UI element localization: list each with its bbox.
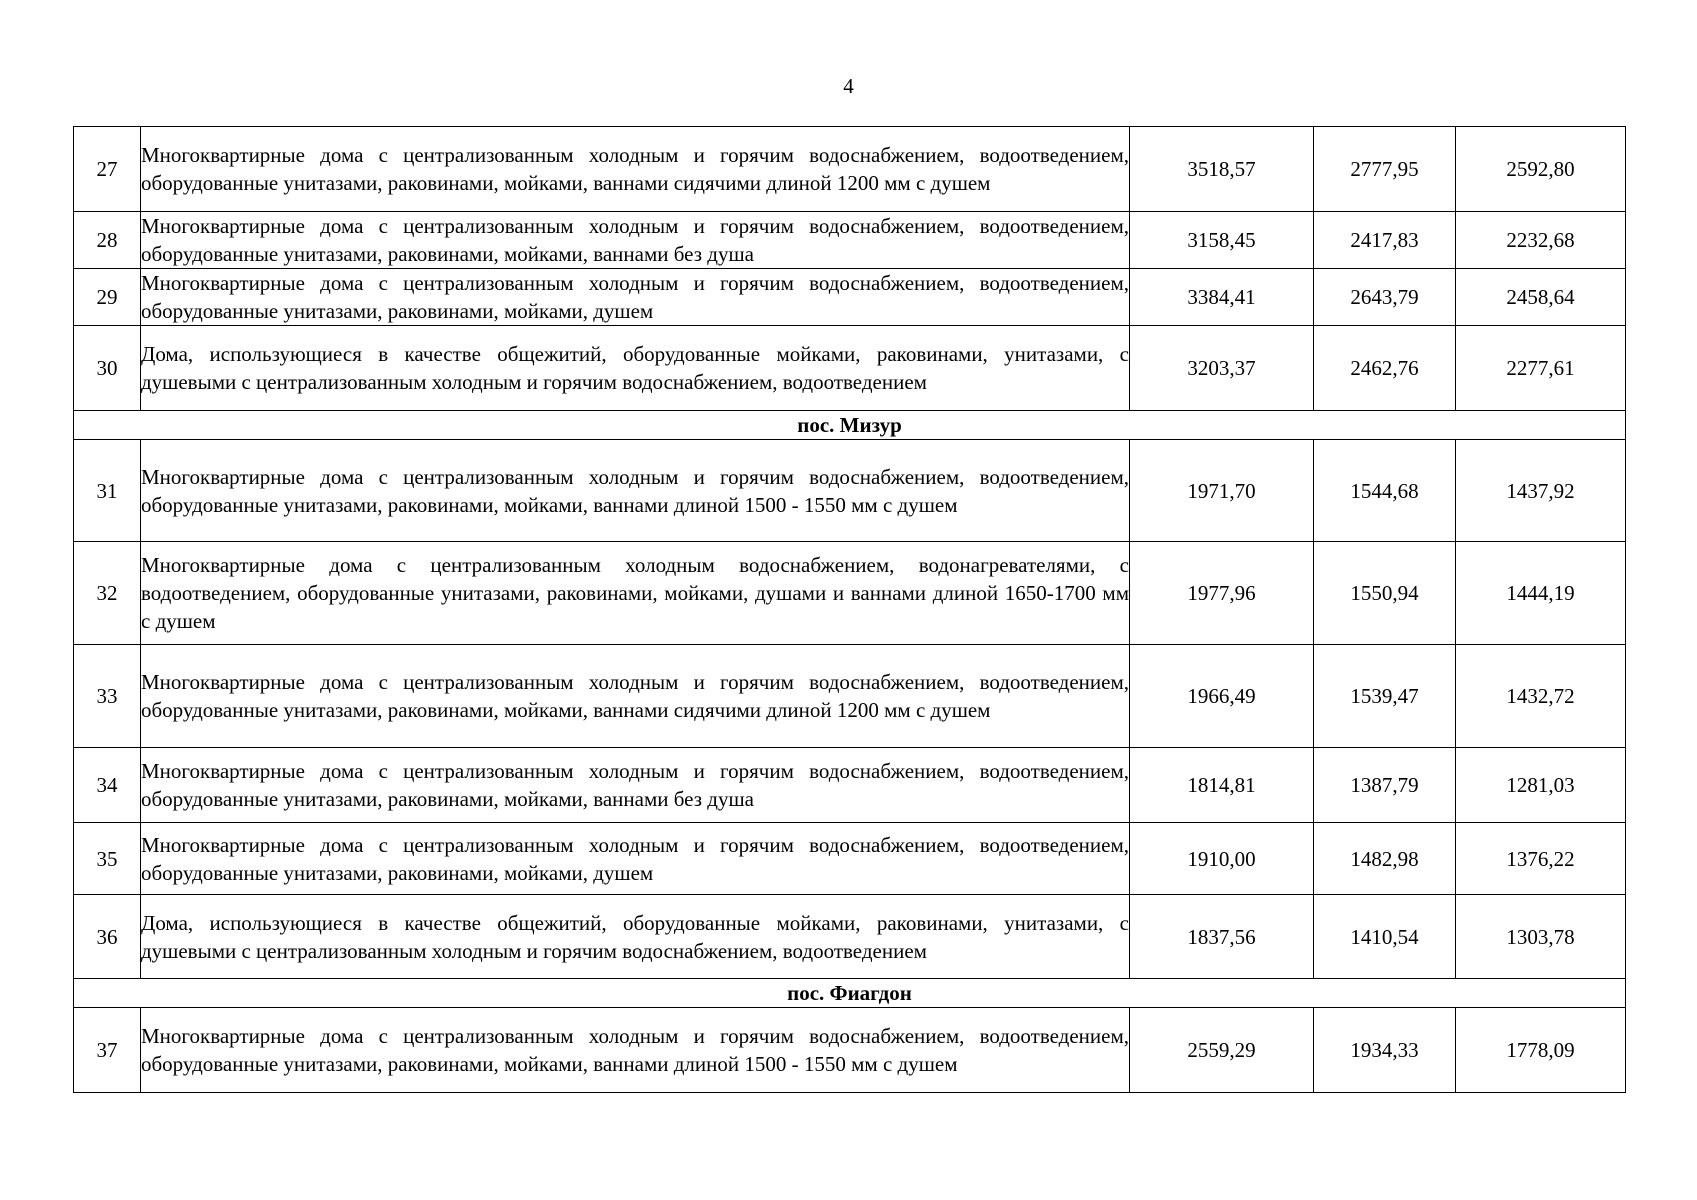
tariff-value-1: 3518,57 bbox=[1130, 127, 1314, 212]
tariff-value-3: 1437,92 bbox=[1456, 440, 1626, 542]
tariff-value-2: 2462,76 bbox=[1314, 326, 1456, 411]
tariff-value-3: 2277,61 bbox=[1456, 326, 1626, 411]
table-row bbox=[74, 440, 1626, 542]
housing-description: Многоквартирные дома с централизованным холодным и горячим водоснабжением, водоотведением, оборудованные унитазами, раковинами, мойками, ваннами длиной 1500 - 1550 мм с душем bbox=[141, 440, 1130, 542]
tariff-value-1: 3203,37 bbox=[1130, 326, 1314, 411]
tariff-value-2: 1410,54 bbox=[1314, 895, 1456, 979]
tariff-value-3: 1778,09 bbox=[1456, 1008, 1626, 1093]
tariff-value-1: 1966,49 bbox=[1130, 645, 1314, 748]
section-heading: пос. Мизур bbox=[74, 411, 1626, 440]
housing-description: Дома, использующиеся в качестве общежитий, оборудованные мойками, раковинами, унитазами, с душевыми с централизованным холодным и горячим водоснабжением, водоотведением bbox=[141, 895, 1130, 979]
tariff-value-3: 1376,22 bbox=[1456, 823, 1626, 895]
page-number: 4 bbox=[843, 74, 854, 98]
tariff-value-3: 2592,80 bbox=[1456, 127, 1626, 212]
row-number: 35 bbox=[74, 823, 141, 895]
tariff-value-2: 2777,95 bbox=[1314, 127, 1456, 212]
row-number: 28 bbox=[74, 212, 141, 269]
table-row bbox=[74, 895, 1626, 979]
tariff-value-3: 1303,78 bbox=[1456, 895, 1626, 979]
tariff-value-3: 1281,03 bbox=[1456, 748, 1626, 823]
tariff-value-2: 2643,79 bbox=[1314, 269, 1456, 326]
section-row bbox=[74, 979, 1626, 1008]
table-row bbox=[74, 326, 1626, 411]
row-number: 30 bbox=[74, 326, 141, 411]
tariff-value-3: 1444,19 bbox=[1456, 542, 1626, 645]
tariff-value-2: 1539,47 bbox=[1314, 645, 1456, 748]
table-row bbox=[74, 748, 1626, 823]
housing-description: Многоквартирные дома с централизованным холодным и горячим водоснабжением, водоотведением, оборудованные унитазами, раковинами, мойками, душем bbox=[141, 823, 1130, 895]
section-row bbox=[74, 411, 1626, 440]
housing-description: Многоквартирные дома с централизованным холодным и горячим водоснабжением, водоотведением, оборудованные унитазами, раковинами, мойками, ваннами без душа bbox=[141, 212, 1130, 269]
tariff-value-1: 3384,41 bbox=[1130, 269, 1314, 326]
housing-description: Дома, использующиеся в качестве общежитий, оборудованные мойками, раковинами, унитазами, с душевыми с централизованным холодным и горячим водоснабжением, водоотведением bbox=[141, 326, 1130, 411]
tariff-value-1: 1971,70 bbox=[1130, 440, 1314, 542]
tariff-value-2: 1387,79 bbox=[1314, 748, 1456, 823]
tariff-table bbox=[73, 126, 1626, 1093]
table-row bbox=[74, 823, 1626, 895]
table-row bbox=[74, 645, 1626, 748]
table-row bbox=[74, 127, 1626, 212]
tariff-value-2: 1550,94 bbox=[1314, 542, 1456, 645]
row-number: 34 bbox=[74, 748, 141, 823]
tariff-value-2: 2417,83 bbox=[1314, 212, 1456, 269]
row-number: 32 bbox=[74, 542, 141, 645]
tariff-value-3: 1432,72 bbox=[1456, 645, 1626, 748]
housing-description: Многоквартирные дома с централизованным холодным и горячим водоснабжением, водоотведением, оборудованные унитазами, раковинами, мойками, ваннами сидячими длиной 1200 мм с душем bbox=[141, 645, 1130, 748]
tariff-value-3: 2458,64 bbox=[1456, 269, 1626, 326]
tariff-value-1: 2559,29 bbox=[1130, 1008, 1314, 1093]
row-number: 27 bbox=[74, 127, 141, 212]
tariff-value-1: 1837,56 bbox=[1130, 895, 1314, 979]
housing-description: Многоквартирные дома с централизованным холодным и горячим водоснабжением, водоотведением, оборудованные унитазами, раковинами, мойками, ваннами без душа bbox=[141, 748, 1130, 823]
housing-description: Многоквартирные дома с централизованным холодным и горячим водоснабжением, водоотведением, оборудованные унитазами, раковинами, мойками, ваннами длиной 1500 - 1550 мм с душем bbox=[141, 1008, 1130, 1093]
housing-description: Многоквартирные дома с централизованным холодным водоснабжением, водонагревателями, с водоотведением, оборудованные унитазами, раковинами, мойками, душами и ваннами длиной 1650-1700 мм с душем bbox=[141, 542, 1130, 645]
housing-description: Многоквартирные дома с централизованным холодным и горячим водоснабжением, водоотведением, оборудованные унитазами, раковинами, мойками, душем bbox=[141, 269, 1130, 326]
row-number: 36 bbox=[74, 895, 141, 979]
table-row bbox=[74, 269, 1626, 326]
row-number: 37 bbox=[74, 1008, 141, 1093]
row-number: 29 bbox=[74, 269, 141, 326]
row-number: 33 bbox=[74, 645, 141, 748]
section-heading: пос. Фиагдон bbox=[74, 979, 1626, 1008]
tariff-value-1: 1814,81 bbox=[1130, 748, 1314, 823]
row-number: 31 bbox=[74, 440, 141, 542]
table-row bbox=[74, 212, 1626, 269]
tariff-value-1: 1977,96 bbox=[1130, 542, 1314, 645]
tariff-value-1: 1910,00 bbox=[1130, 823, 1314, 895]
tariff-value-2: 1934,33 bbox=[1314, 1008, 1456, 1093]
table-row bbox=[74, 542, 1626, 645]
housing-description: Многоквартирные дома с централизованным холодным и горячим водоснабжением, водоотведением, оборудованные унитазами, раковинами, мойками, ваннами сидячими длиной 1200 мм с душем bbox=[141, 127, 1130, 212]
table-row bbox=[74, 1008, 1626, 1093]
tariff-table-body bbox=[74, 127, 1626, 1093]
tariff-value-1: 3158,45 bbox=[1130, 212, 1314, 269]
tariff-value-2: 1482,98 bbox=[1314, 823, 1456, 895]
tariff-value-3: 2232,68 bbox=[1456, 212, 1626, 269]
tariff-value-2: 1544,68 bbox=[1314, 440, 1456, 542]
